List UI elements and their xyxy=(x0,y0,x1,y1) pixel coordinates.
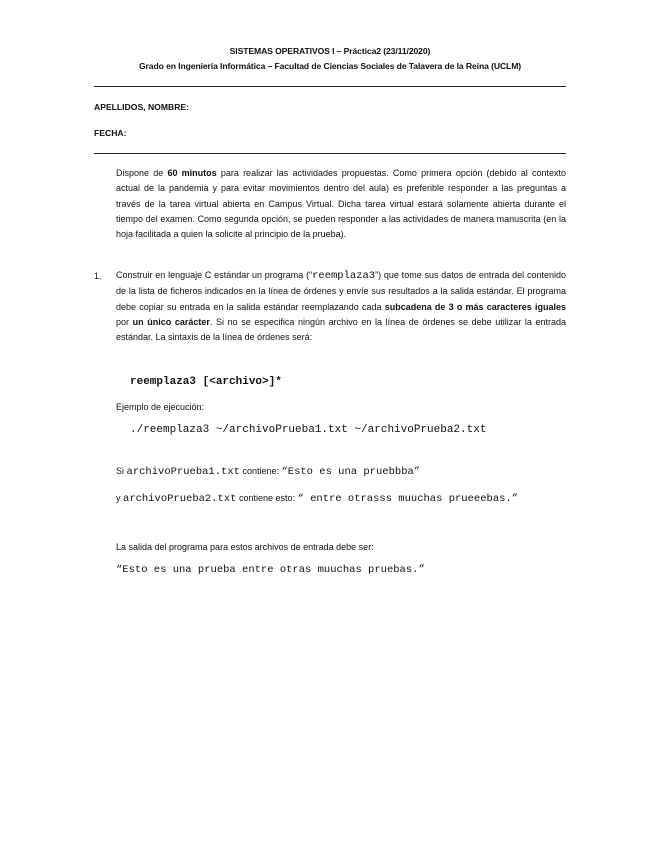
output-label: La salida del programa para estos archivos de entrada debe ser: xyxy=(116,542,374,552)
file2-name: archivoPrueba2.txt xyxy=(123,493,237,505)
document-subtitle: Grado en Ingeniería Informática – Facultad de Ciencias Sociales de Talavera de la Reina (UCLM) xyxy=(138,61,522,71)
bold-phrase-substring: subcadena de 3 o más caracteres iguales xyxy=(384,301,567,312)
file1-description: Si archivoPrueba1.txt contiene: “Esto es una pruebbba” xyxy=(116,466,421,478)
file1-name: archivoPrueba1.txt xyxy=(126,466,240,478)
program-name: reemplaza3 xyxy=(312,270,376,282)
expected-output: “Esto es una prueba entre otras muuchas pruebas.” xyxy=(116,564,425,576)
question-text: Construir en lenguaje C estándar un programa (“reemplaza3”) que tome sus datos de entrada del contenido de la lista de ficheros indicados en la línea de órdenes y envíe sus resultados a la salida estándar. El programa debe copiar su entrada en la salida estándar reemplazando cada subcadena de 3 o más caracteres iguales por un único carácter. Si no se especifica ningún archivo en la línea de órdenes se debe utilizar la entrada estándar. La sintaxis de la línea de órdenes será: xyxy=(116,270,567,343)
top-divider xyxy=(94,86,566,87)
name-label: APELLIDOS, NOMBRE: xyxy=(94,102,190,112)
bottom-divider xyxy=(94,153,566,154)
question-number: 1. xyxy=(94,271,102,281)
date-label: FECHA: xyxy=(94,128,127,138)
file2-content: “ entre otrasss muuchas prueeebas.” xyxy=(297,493,519,505)
file2-description: y archivoPrueba2.txt contiene esto: “ entre otrasss muuchas prueeebas.” xyxy=(116,493,519,505)
document-title: SISTEMAS OPERATIVOS I – Práctica2 (23/11/2020) xyxy=(229,46,431,56)
example-label: Ejemplo de ejecución: xyxy=(116,402,205,412)
duration-text: 60 minutos xyxy=(167,168,217,178)
example-command: ./reemplaza3 ~/archivoPrueba1.txt ~/archivoPrueba2.txt xyxy=(130,424,487,436)
file1-content: “Esto es una pruebbba” xyxy=(281,466,421,478)
bold-phrase-single-char: un único carácter xyxy=(132,316,210,327)
intro-paragraph: Dispone de 60 minutos para realizar las actividades propuestas. Como primera opción (debido al contexto actual de la pandemia y para evitar movimientos dentro del aula) es preferible responder a las preguntas a través de la tarea virtual abierta en Campus Virtual. Dicha tarea virtual estará solamente abierta durante el tiempo del examen. Como segunda opción, se pueden responder a las actividades de manera manuscrita (en la hoja facilitada a quien la solicite al principio de la prueba). xyxy=(116,168,566,240)
command-syntax: reemplaza3 [<archivo>]* xyxy=(130,376,282,388)
